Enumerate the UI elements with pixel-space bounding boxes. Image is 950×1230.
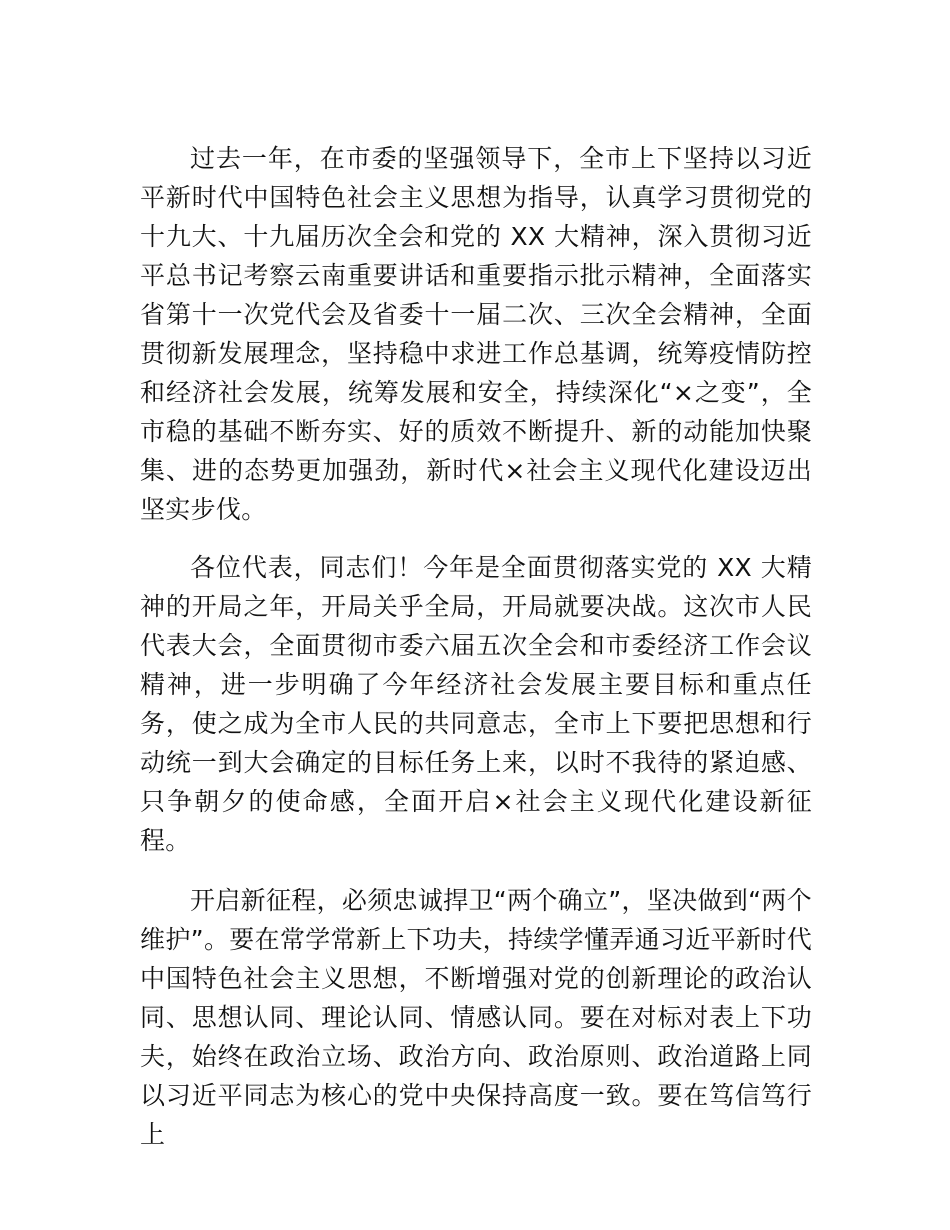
paragraph-1: 过去一年，在市委的坚强领导下，全市上下坚持以习近平新时代中国特色社会主义思想为指导，认真学习贯彻党的十九大、十九届历次全会和党的 XX 大精神，深入贯彻习近平总书记考察云南重要讲话和重要指示批示精神，全面落实省第十一次党代会及省委十一届二次、三次全会精神，全面贯彻新发展理念，坚持稳中求进工作总基调，统筹疫情防控和经济社会发展，统筹发展和安全，持续深化“×之变”，全市稳的基础不断夯实、好的质效不断提升、新的动能加快聚集、进的态势更加强劲，新时代×社会主义现代化建设迈出坚实步伐。 — [140, 144, 812, 524]
paragraph-2: 各位代表，同志们！今年是全面贯彻落实党的 XX 大精神的开局之年，开局关乎全局，开局就要决战。这次市人民代表大会，全面贯彻市委六届五次全会和市委经济工作会议精神，进一步明确了今年经济社会发展主要目标和重点任务，使之成为全市人民的共同意志，全市上下要把思想和行动统一到大会确定的目标任务上来，以时不我待的紧迫感、只争朝夕的使命感，全面开启×社会主义现代化建设新征程。 — [140, 553, 812, 855]
paragraph-3: 开启新征程，必须忠诚捍卫“两个确立”，坚决做到“两个维护”。要在常学常新上下功夫，持续学懂弄通习近平新时代中国特色社会主义思想，不断增强对党的创新理论的政治认同、思想认同、理论认同、情感认同。要在对标对表上下功夫，始终在政治立场、政治方向、政治原则、政治道路上同以习近平同志为核心的党中央保持高度一致。要在笃信笃行上 — [140, 886, 812, 1149]
document-body — [140, 139, 812, 1175]
